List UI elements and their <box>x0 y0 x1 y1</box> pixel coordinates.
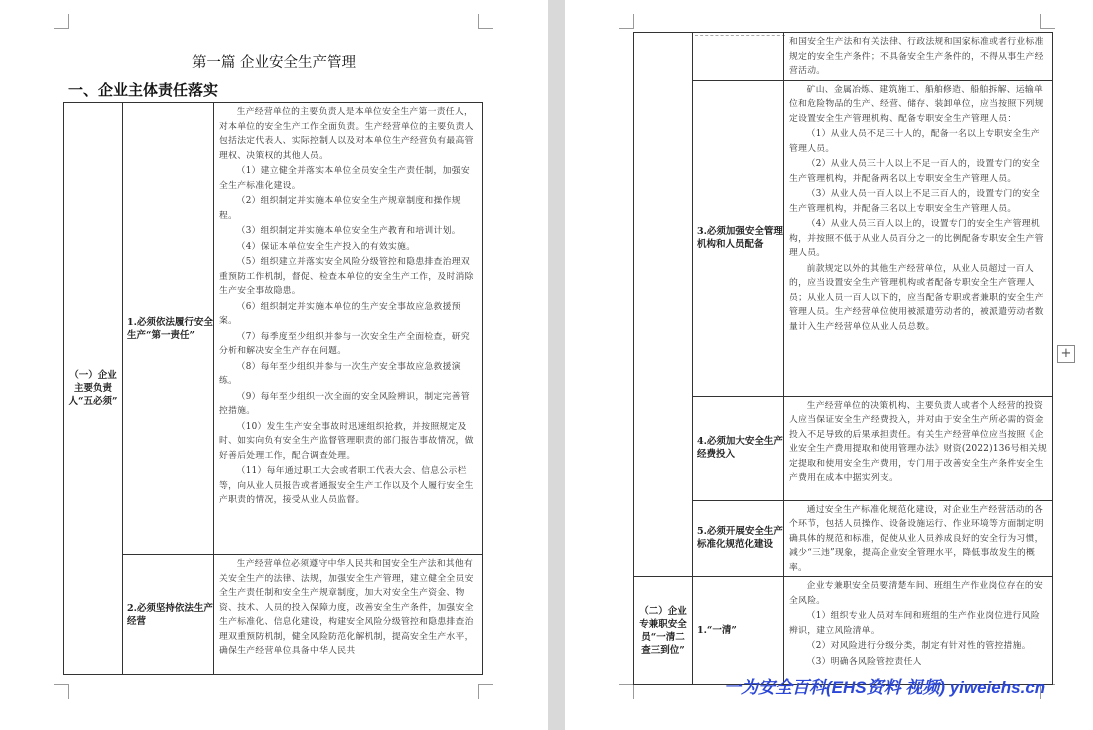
content-cell <box>214 103 483 555</box>
paragraph: （6）组织制定并实施本单位的生产安全事故应急救援预案。 <box>219 301 461 326</box>
paragraph: 矿山、金属冶炼、建筑施工、船舶修造、船舶拆解、运输单位和危险物品的生产、经营、储存、装卸单位，应当按照下列规定设置安全生产管理机构、配备专职安全生产管理人员： <box>789 84 1044 124</box>
requirement-label: 1.必须依法履行安全生产“第一责任” <box>127 316 213 341</box>
paragraph: （1）建立健全并落实本单位全员安全生产责任制，加强安全生产标准化建设。 <box>219 166 470 191</box>
content-cell <box>784 500 1053 577</box>
paragraph: （3）组织制定并实施本单位安全生产教育和培训计划。 <box>236 226 461 236</box>
requirement-cell <box>123 555 214 675</box>
paragraph: （5）组织建立并落实安全风险分级管控和隐患排查治理双重预防工作机制，督促、检查本单位的安全生产工作，及时消除生产安全事故隐患。 <box>219 257 474 296</box>
paragraph: 生产经营单位的决策机构、主要负责人或者个人经营的投资人应当保证安全生产经费投入，并对由于安全生产所必需的资金投入不足导致的后果承担责任。有关生产经营单位应当按照《企业安全生产费用提取和使用管理办法》财资(2022)136号相关规定提取和使用安全生产费用，专门用于改善安全生产条件安全生产费用在成本中据实列支。 <box>789 400 1047 483</box>
paragraph: （8）每年至少组织并参与一次生产安全事故应急救援演练。 <box>219 361 461 386</box>
requirement-cell <box>693 577 784 685</box>
content-cell <box>784 80 1053 396</box>
paragraph: 生产经营单位的主要负责人是本单位安全生产第一责任人，对本单位的安全生产工作全面负责。生产经营单位的主要负责人包括法定代表人、实际控制人以及对本单位生产经营负有最高管理权、决策权的其他人员。 <box>219 107 474 161</box>
crop-mark <box>478 684 493 699</box>
left-responsibility-table <box>63 102 483 675</box>
requirement-cell <box>123 103 214 555</box>
add-row-button[interactable]: + <box>1057 345 1075 363</box>
page-gutter <box>548 0 565 730</box>
paragraph: 和国安全生产法和有关法律、行政法规和国家标准或者行业标准规定的安全生产条件；不具备安全生产条件的，不得从事生产经营活动。 <box>789 37 1044 76</box>
crop-mark <box>54 684 69 699</box>
paragraph: （4）保证本单位安全生产投入的有效实施。 <box>236 241 416 252</box>
category-cell-continued <box>634 33 693 577</box>
category-label: （一）企业主要负责人“五必须” <box>68 370 118 407</box>
paragraph: （3）明确各风险管控责任人 <box>806 656 922 667</box>
section-title: 一、企业主体责任落实 <box>68 81 219 99</box>
document-title: 第一篇 企业安全生产管理 <box>191 55 357 71</box>
paragraph: （11）每年通过职工大会或者职工代表大会、信息公示栏等，向从业人员报告或者通报安全生产工作以及个人履行安全生产职责的情况，接受从业人员监督。 <box>219 466 474 505</box>
requirement-label: 4.必须加大安全生产经费投入 <box>697 436 783 460</box>
crop-mark <box>619 14 634 29</box>
category-cell <box>64 103 123 675</box>
requirement-label: 1.“一清” <box>697 625 737 636</box>
right-responsibility-table <box>633 32 1053 685</box>
content-cell <box>214 555 483 675</box>
paragraph: （2）组织制定并实施本单位安全生产规章制度和操作规程。 <box>219 196 461 221</box>
requirement-label: 5.必须开展安全生产标准化规范化建设 <box>697 526 783 551</box>
paragraph: （1）从业人员不足三十人的，配备一名以上专职安全生产管理人员。 <box>789 129 1040 154</box>
requirement-label: 3.必须加强安全管理机构和人员配备 <box>697 226 783 250</box>
paragraph: （3）从业人员一百人以上不足三百人的，设置专门的安全生产管理机构，并配备三名以上专职安全生产管理人员。 <box>789 189 1040 214</box>
category-label: （二）企业专兼职安全员“一清二查三到位” <box>639 605 687 656</box>
crop-mark <box>1040 14 1055 29</box>
category-cell <box>634 577 693 685</box>
crop-mark <box>478 14 493 29</box>
paragraph: （10）发生生产安全事故时迅速组织抢救，并按照规定及时、如实向负有安全生产监督管理职责的部门报告事故情况，做好善后处理工作，配合调查处理。 <box>219 421 474 461</box>
requirement-cell <box>693 500 784 577</box>
paragraph: 通过安全生产标准化规范化建设，对企业生产经营活动的各个环节，包括人员操作、设备设施运行、作业环境等方面制定明确具体的规范和标准，促使从业人员养成良好的安全行为习惯，减少“三违”现象，提高企业安全管理水平，降低事故发生的概率。 <box>789 504 1044 573</box>
paragraph: （7）每季度至少组织并参与一次安全生产全面检查，研究分析和解决安全生产存在问题。 <box>219 331 470 356</box>
requirement-cell <box>693 396 784 500</box>
requirement-label: 2.必须坚持依法生产经营 <box>127 602 213 627</box>
paragraph: （2）对风险进行分级分类，制定有针对性的管控措施。 <box>806 641 1031 651</box>
site-watermark: 一为安全百科(EHS资料 视频) yiweiehs.cn <box>724 678 1046 697</box>
paragraph: 前款规定以外的其他生产经营单位，从业人员超过一百人的，应当设置安全生产管理机构或者配备专职安全生产管理人员；从业人员一百人以下的，应当配备专职或者兼职的安全生产管理人员。生产经营单位使用被派遣劳动者的，被派遣劳动者数量计入生产经营单位从业人员总数。 <box>789 263 1044 332</box>
paragraph: 企业专兼职安全员要清楚车间、班组生产作业岗位存在的安全风险。 <box>789 581 1044 606</box>
requirement-cell <box>693 80 784 396</box>
content-cell <box>784 396 1053 500</box>
paragraph: 生产经营单位必须遵守中华人民共和国安全生产法和其他有关安全生产的法律、法规，加强安全生产管理，建立健全全员安全生产责任制和安全生产规章制度，加大对安全生产资金、物资、技术、人员的投入保障力度，改善安全生产条件，加强安全生产标准化、信息化建设，构建安全风险分级管控和隐患排查治理双重预防机制，健全风险防范化解机制，提高安全生产水平，确保生产经营单位具备中华人民共 <box>219 559 474 656</box>
content-cell <box>784 33 1053 81</box>
paragraph: （9）每年至少组织一次全面的安全风险辨识，制定完善管控措施。 <box>219 391 470 416</box>
paragraph: （4）从业人员三百人以上的，设置专门的安全生产管理机构，并按照不低于从业人员百分之一的比例配备专职安全生产管理人员。 <box>789 219 1044 258</box>
crop-mark <box>54 14 69 29</box>
requirement-cell-continued <box>693 33 784 81</box>
crop-mark <box>619 684 634 699</box>
paragraph: （2）从业人员三十人以上不足一百人的，设置专门的安全生产管理机构，并配备两名以上专职安全生产管理人员。 <box>789 159 1040 184</box>
content-cell <box>784 577 1053 685</box>
paragraph: （1）组织专业人员对车间和班组的生产作业岗位进行风险辨识，建立风险清单。 <box>789 611 1040 636</box>
